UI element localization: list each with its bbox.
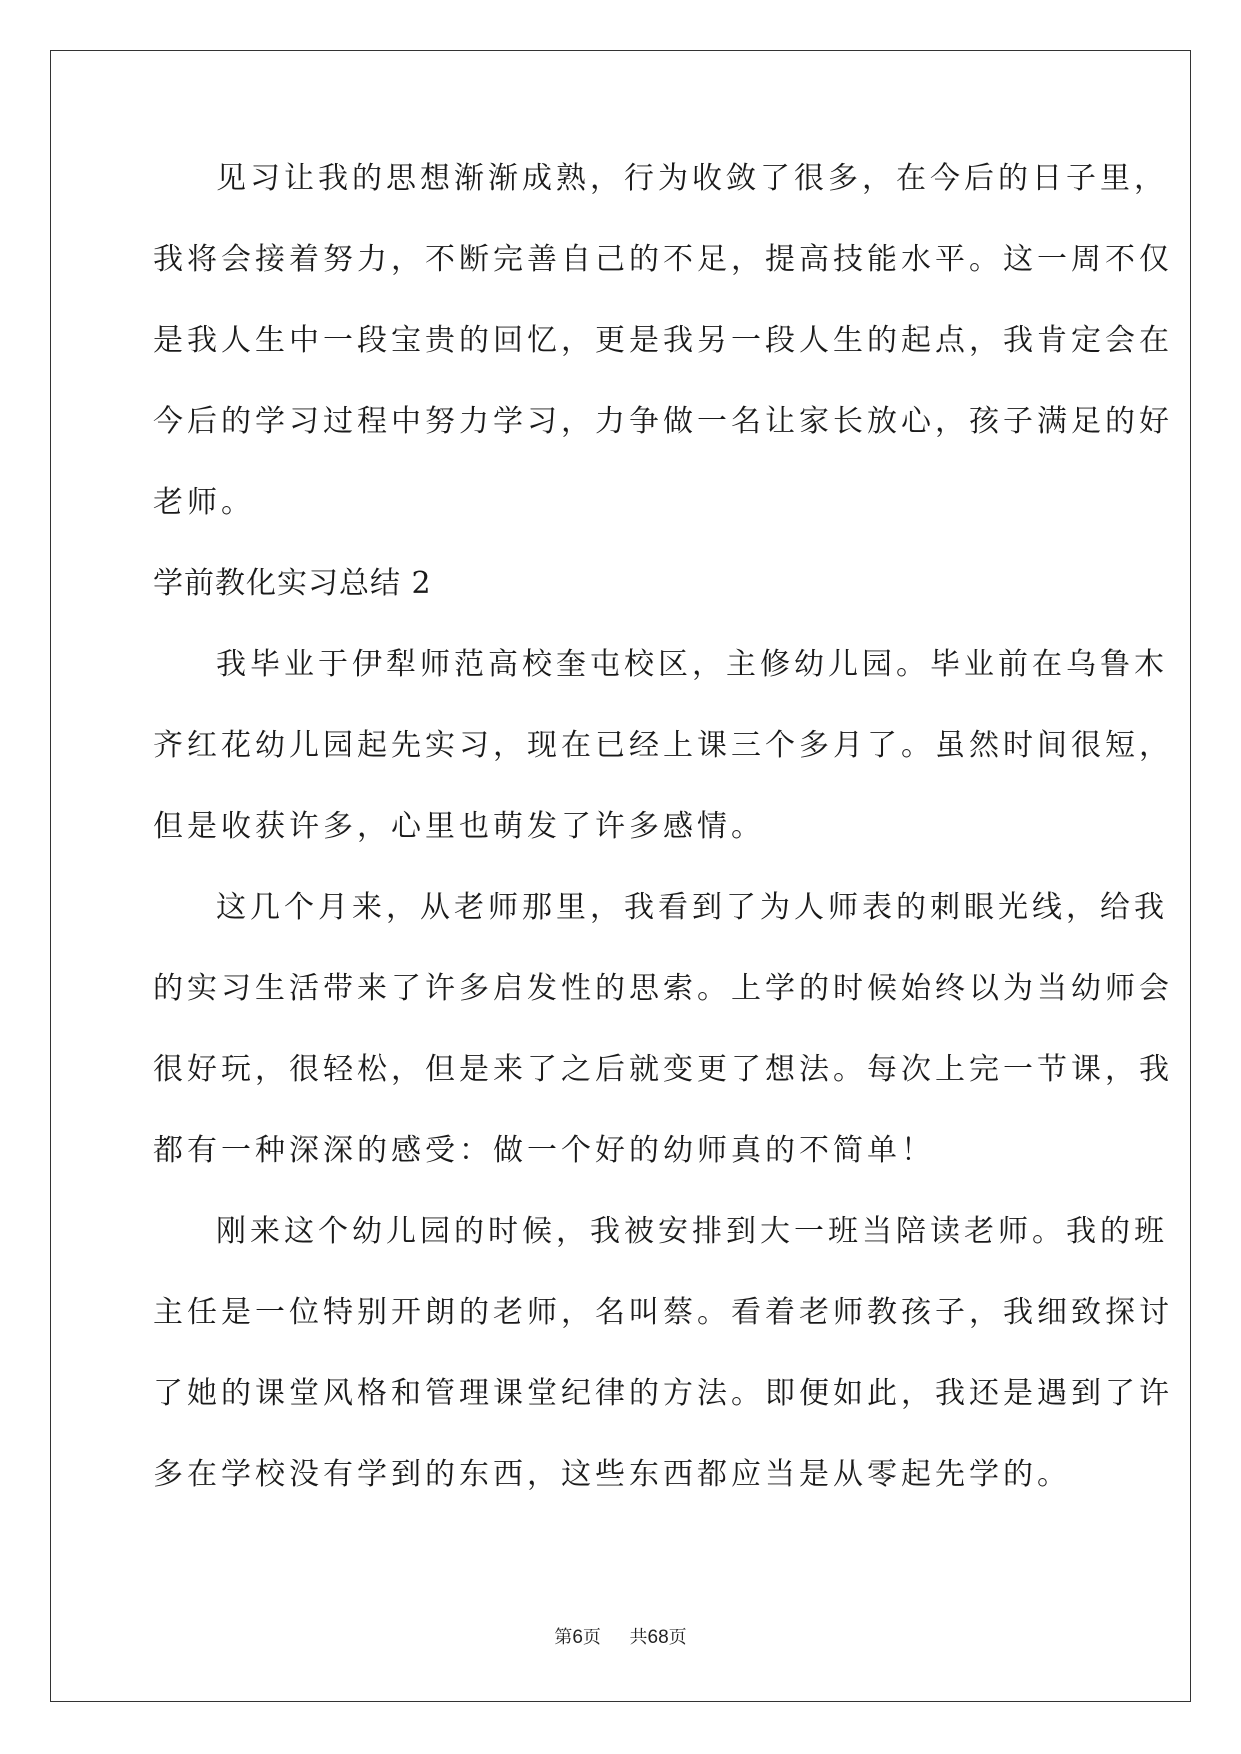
text-line: 但是收获许多，心里也萌发了许多感情。: [153, 809, 765, 844]
text-line: 多在学校没有学到的东西，这些东西都应当是从零起先学的。: [153, 1457, 1071, 1492]
text-line: 主任是一位特别开朗的老师，名叫蔡。看着老师教孩子，我细致探讨: [153, 1295, 1173, 1330]
text-line: 是我人生中一段宝贵的回忆，更是我另一段人生的起点，我肯定会在: [153, 323, 1173, 358]
paragraph: [153, 645, 1173, 888]
document-body: [153, 159, 1173, 1536]
text-line: 齐红花幼儿园起先实习，现在已经上课三个多月了。虽然时间很短，: [153, 728, 1173, 763]
text-line: 了她的课堂风格和管理课堂纪律的方法。即便如此，我还是遇到了许: [153, 1376, 1173, 1411]
page-footer: [0, 1626, 1241, 1650]
paragraph: [153, 159, 1173, 564]
total-pages: 68: [647, 1627, 669, 1648]
page-number: 6: [572, 1627, 583, 1648]
text-line: 都有一种深深的感受：做一个好的幼师真的不简单！: [153, 1133, 935, 1168]
text-line: 我毕业于伊犁师范高校奎屯校区，主修幼儿园。毕业前在乌鲁木: [216, 647, 1168, 682]
total-suffix: 页: [668, 1627, 687, 1648]
text-line: 很好玩，很轻松，但是来了之后就变更了想法。每次上完一节课，我: [153, 1052, 1173, 1087]
text-line: 老师。: [153, 485, 255, 520]
page-suffix: 页: [582, 1627, 601, 1648]
section-heading: 学前教化实习总结 2: [153, 566, 432, 601]
text-line: 我将会接着努力，不断完善自己的不足，提高技能水平。这一周不仅: [153, 242, 1173, 277]
total-prefix: 共: [629, 1627, 648, 1648]
page-prefix: 第: [554, 1627, 573, 1648]
text-line: 今后的学习过程中努力学习，力争做一名让家长放心，孩子满足的好: [153, 404, 1173, 439]
paragraph: [153, 888, 1173, 1212]
text-line: 这几个月来，从老师那里，我看到了为人师表的刺眼光线，给我: [216, 890, 1168, 925]
text-line: 的实习生活带来了许多启发性的思索。上学的时候始终以为当幼师会: [153, 971, 1173, 1006]
paragraph: [153, 1212, 1173, 1536]
text-line: 刚来这个幼儿园的时候，我被安排到大一班当陪读老师。我的班: [216, 1214, 1168, 1249]
text-line: 见习让我的思想渐渐成熟，行为收敛了很多，在今后的日子里，: [216, 161, 1168, 196]
